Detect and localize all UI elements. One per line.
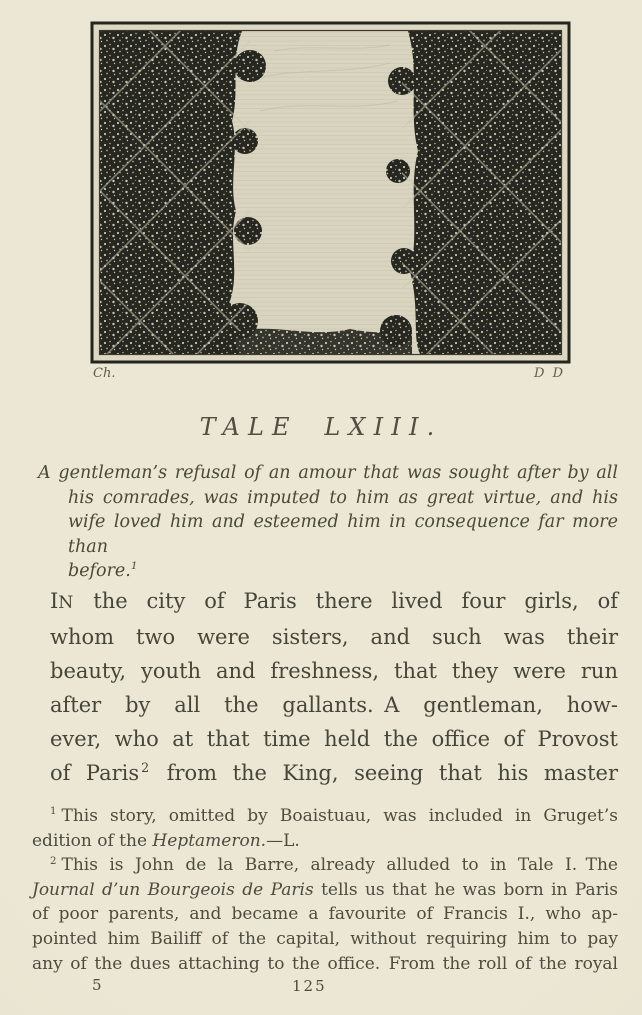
argument-line: before.$^1$ xyxy=(68,560,138,581)
footnotes xyxy=(32,804,618,976)
footnote-2-line: Journal d’un Bourgeois de Paris tells us that he was born in Paris xyxy=(32,879,618,900)
drop-initial: I xyxy=(50,589,59,613)
engraver-signature-right: D D xyxy=(534,366,565,381)
page-number: 125 xyxy=(292,977,327,995)
body-line: beauty, youth and freshness, that they were run xyxy=(50,659,618,683)
gathering-signature-mark: 5 xyxy=(92,976,102,994)
book-title-italic: Journal d’un Bourgeois de Paris xyxy=(32,879,314,900)
book-title-italic: Heptameron. xyxy=(152,830,267,851)
footnote-2-line: any of the dues attaching to the office. From the roll of the royal xyxy=(32,953,618,974)
engraving-plate xyxy=(90,21,571,364)
body-line: of Paris $^2$ from the King, seeing that his master xyxy=(50,760,618,785)
body-line: ever, who at that time held the office of Provost xyxy=(50,727,618,751)
footnote-2-line: of poor parents, and became a favourite of Francis I., who ap- xyxy=(32,904,618,925)
body-line: whom two were sisters, and such was their xyxy=(50,625,618,649)
footnote-1-line: $^1$ This story, omitted by Boaistuau, was included in Gruget’s xyxy=(50,806,618,826)
footnote-marker-1: 1 xyxy=(130,560,138,573)
engraver-signature-left: Ch. xyxy=(93,366,116,381)
tale-title: TALE LXIII. xyxy=(199,413,443,441)
engraving-image xyxy=(90,21,571,364)
footnote-2-line: pointed him Bailiff of the capital, without requiring him to pay xyxy=(32,928,618,949)
argument-line: his comrades, was imputed to him as great virtue, and his xyxy=(68,487,618,508)
footnote-1-line: edition of the Heptameron.—L. xyxy=(32,830,300,851)
footnote-2-number: 2 xyxy=(50,855,57,867)
argument-line: wife loved him and esteemed him in consequence far more than xyxy=(68,512,618,557)
argument-line: A gentleman’s refusal of an amour that was sought after by all xyxy=(38,463,618,483)
tale-argument xyxy=(38,461,618,584)
body-line: after by all the gallants. A gentleman, how- xyxy=(50,693,618,717)
plate-signatures xyxy=(90,366,571,381)
footnote-1-number: 1 xyxy=(50,806,57,818)
footnote-marker-2: 2 xyxy=(141,760,150,775)
body-line: IN the city of Paris there lived four girls, of xyxy=(50,589,618,613)
story-paragraph xyxy=(50,584,618,790)
footnote-2-line: $^2$ This is John de la Barre, already alluded to in Tale I. The xyxy=(50,855,618,876)
